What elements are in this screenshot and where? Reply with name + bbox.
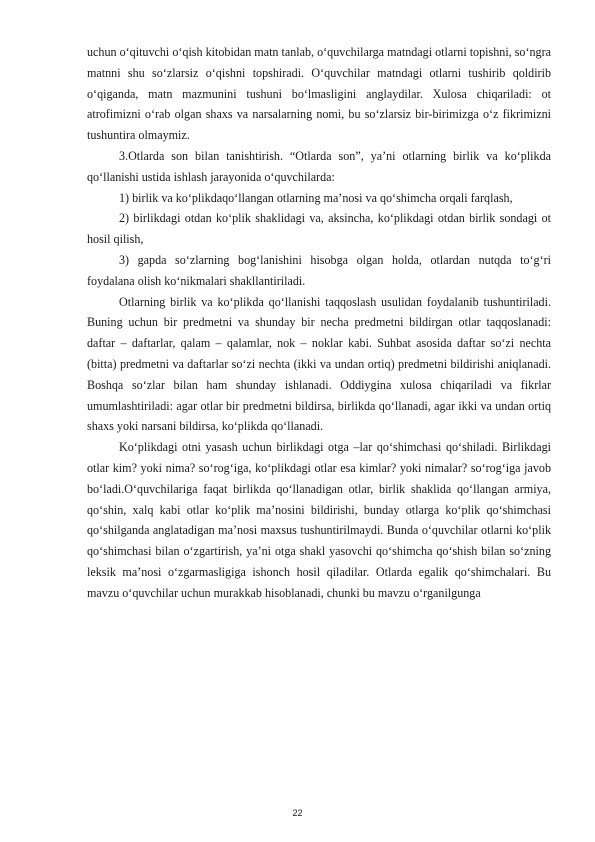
paragraph-continuation: uchun o‘qituvchi o‘qish kitobidan matn tanlab, o‘quvchilarga matndagi otlarni topishni, so‘ngra matnni shu so‘zlarsiz o‘qishni topshiradi. O‘quvchilar matndagi otlarni tushirib qoldirib o‘qiganda, matn mazmunini tushuni bo‘lmasligini anglaydilar. Xulosa chiqariladi: ot atrofimizni o‘rab olgan shaxs va narsalarning nomi, bu so‘zlarsiz bir-birimizga o‘z fikrimizni tushuntira olmaymiz. — [87, 45, 551, 143]
paragraph-plural-suffix: Ko‘plikdagi otni yasash uchun birlikdagi otga –lar qo‘shimchasi qo‘shiladi. Birlikdagi otlar kim? yoki nima? so‘rog‘iga, ko‘plikdagi otlar esa kimlar? yoki nimalar? so‘rog‘iga javob bo‘ladi.O‘quvchilariga faqat birlikda qo‘llanadigan otlar, birlik shaklida qo‘llangan armiya, qo‘shin, xalq kabi otlar ko‘plik ma’nosini bildirishi, bunday otlarga ko‘plik qo‘shimchasi qo‘shilganda anglatadigan ma’nosi maxsus tushuntirilmaydi. Bunda o‘quvchilar otlarni ko‘plik qo‘shimchasi bilan o‘zgartirish, ya’ni otga shakl yasovchi qo‘shimcha qo‘shish bilan so‘zning leksik ma’nosi o‘zgarmasligiga ishonch hosil qiladilar. Otlarda egalik qo‘shimchalari. Bu mavzu o‘quvchilar uchun murakkab hisoblanadi, chunki bu mavzu o‘rganilgunga — [87, 440, 551, 600]
page-number: 22 — [292, 808, 303, 818]
list-item-3: 3) gapda so‘zlarning bog‘lanishini hisobga olgan holda, otlardan nutqda to‘g‘ri foydalana olish ko‘nikmalari shakllantiriladi. — [87, 252, 551, 288]
paragraph-comparison: Otlarning birlik va ko‘plikda qo‘llanishi taqqoslash usulidan foydalanib tushuntiriladi. Buning uchun bir predmetni va shunday bir necha predmetni bildirgan otlar taqqoslanadi: daftar – daftarlar, qalam – qalamlar, nok – noklar kabi. Suhbat asosida daftar so‘zi nechta (bitta) predmetni va daftarlar so‘zi nechta (ikki va undan ortiq) predmetni bildirishi aniqlanadi. Boshqa so‘zlar bilan ham shunday ishlanadi. Oddiygina xulosa chiqariladi va fikrlar umumlashtiriladi: agar otlar bir predmetni bildirsa, birlikda qo‘llanadi, agar ikki va undan ortiq shaxs yoki narsani bildirsa, ko‘plikda qo‘llanadi. — [87, 294, 551, 434]
document-page — [87, 42, 551, 604]
paragraph-section-3: 3.Otlarda son bilan tanishtirish. “Otlarda son”, ya’ni otlarning birlik va ko‘plikda qo‘llanishi ustida ishlash jarayonida o‘quvchilarda: — [87, 148, 551, 184]
list-item-2: 2) birlikdagi otdan ko‘plik shaklidagi va, aksincha, ko‘plikdagi otdan birlik sondagi ot hosil qilish, — [87, 211, 551, 247]
list-item-1: 1) birlik va ko‘plikdaqo‘llangan otlarning ma’nosi va qo‘shimcha orqali farqlash, — [119, 190, 513, 205]
